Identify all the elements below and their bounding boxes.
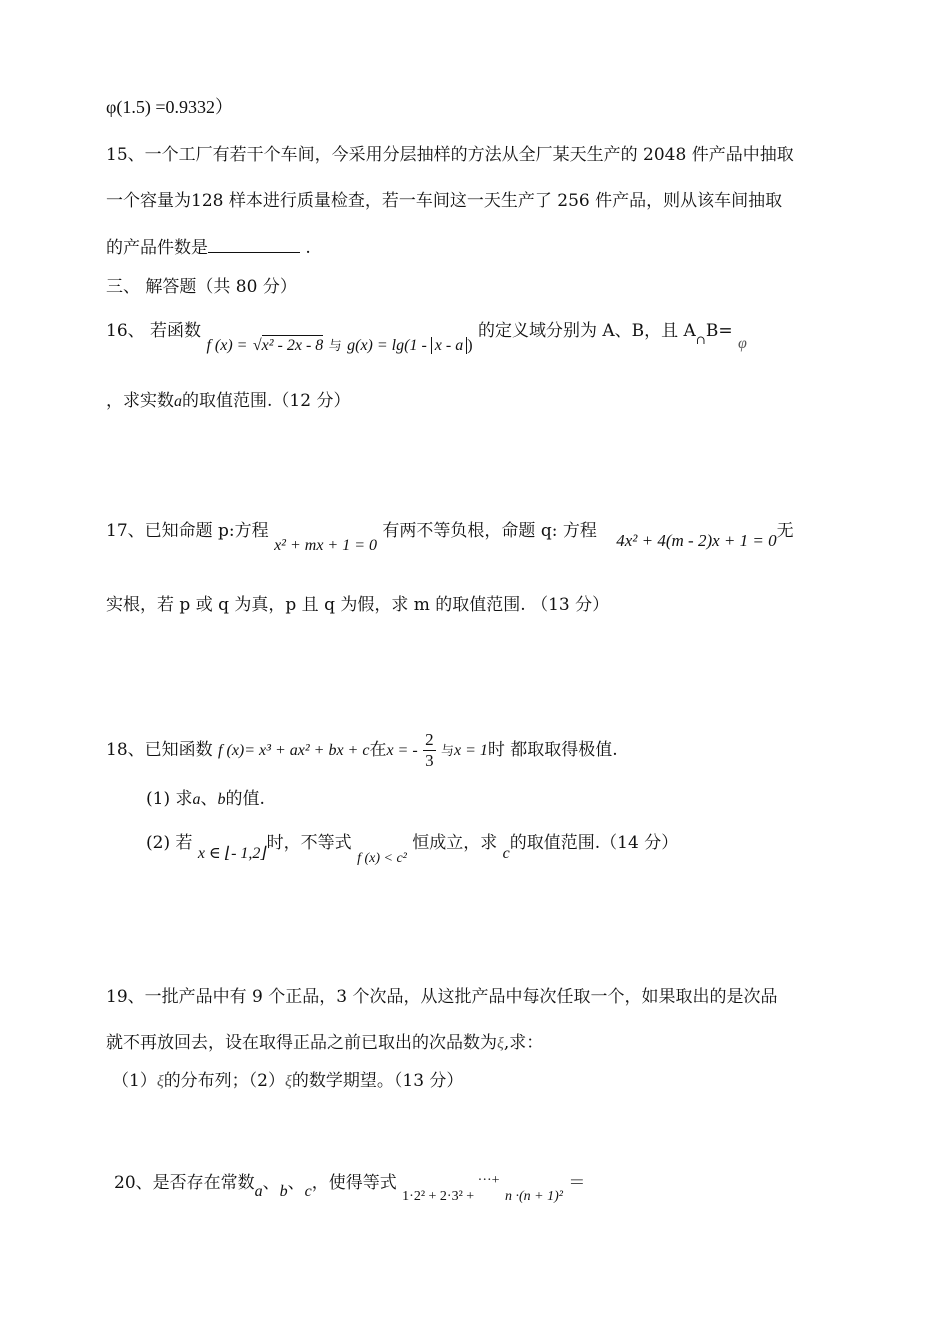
q18-and: 与 [440, 743, 454, 758]
q16-domain-text: 的定义域分别为 A、B，且 A [477, 321, 696, 341]
q18-function: f (x)= x³ + ax² + bx + c [218, 742, 370, 759]
q16-sqrt-body: x² - 2x - 8 [261, 337, 324, 354]
q16-b-eq: B= [705, 321, 733, 341]
q20-sep-1: 、 [262, 1173, 280, 1193]
q16-g-close: ) [467, 337, 473, 354]
q19-line-3 [112, 1070, 463, 1093]
empty-set-symbol: φ [738, 335, 747, 352]
q18-part-2-lead: (2) 若 [146, 833, 193, 853]
q20-sum: 1·2² + 2·3² + [402, 1189, 478, 1204]
q18-line-1 [106, 730, 618, 771]
phi-value-text: φ(1.5) =0.9332） [106, 97, 234, 117]
q18-var-a: a [192, 791, 201, 808]
q18-interval: x ∈ ⌊- 1,2⌋ [197, 845, 267, 862]
section-3-heading [106, 276, 297, 298]
q16-g: g(x) = lg(1 - [347, 337, 431, 354]
q16-line-2 [106, 390, 350, 413]
q19-text-2a: 就不再放回去，设在取得正品之前已取出的次品数为 [106, 1033, 497, 1053]
section-3-title: 三、 解答题（共 80 分） [106, 277, 297, 297]
var-xi: ξ [497, 1035, 504, 1052]
q19-line-2 [106, 1032, 543, 1055]
q18-part-2-mid2: 恒成立，求 [406, 833, 498, 853]
q19-part-2-tail: 的数学期望。（13 分） [291, 1071, 464, 1091]
q17-end: 无 [776, 521, 794, 541]
q15-line-3 [106, 236, 311, 259]
q20-var-a: a [254, 1183, 263, 1200]
q19-text-1: 19、一批产品中有 9 个正品，3 个次品，从这批产品中每次任取一个，如果取出的是次品 [106, 987, 778, 1007]
q17-mid: 有两不等负根，命题 q: 方程 [382, 521, 597, 541]
q16-formula [206, 335, 478, 355]
q15-text-1: 15、一个工厂有若干个车间，今采用分层抽样的方法从全厂某天生产的 2048 件产品中抽取 [106, 145, 794, 165]
q16-and: 与 [328, 338, 342, 353]
q18-part-2-tail: 的取值范围.（14 分） [509, 833, 679, 853]
fraction-denominator: 3 [425, 751, 434, 770]
q18-x2: x = 1 [454, 742, 488, 759]
q18-part-1 [146, 788, 265, 811]
q16-text-2a: ，求实数 [106, 391, 174, 411]
q17-equation-2: 4x² + 4(m - 2)x + 1 = 0 [616, 531, 777, 550]
q20-var-c: c [304, 1183, 312, 1200]
q19-part-1-lead: （1） [112, 1071, 157, 1091]
q17-line-1 [106, 520, 794, 554]
q17-equation-1: x² + mx + 1 = 0 [274, 537, 378, 554]
intersection-symbol: ∩ [695, 333, 706, 347]
q18-at: 在 [369, 740, 387, 760]
fraction-two-thirds [423, 730, 436, 771]
q20-var-b: b [279, 1183, 288, 1200]
q16-abs: x - a [431, 337, 467, 354]
answer-blank [208, 236, 300, 253]
q20-sep-2: 、 [287, 1173, 305, 1193]
q15-line-2 [106, 190, 782, 212]
q17-line-2 [106, 594, 609, 616]
q18-lead: 18、已知函数 [106, 740, 213, 760]
var-xi-1: ξ [156, 1073, 164, 1090]
q18-part-1-lead: (1) 求 [146, 789, 193, 809]
var-xi-2: ξ [285, 1073, 292, 1090]
q17-lead: 17、已知命题 p:方程 [106, 521, 269, 541]
q19-line-1 [106, 986, 777, 1008]
q18-tail: 时 都取取得极值. [487, 740, 618, 760]
q20-last-term: n ·(n + 1)² [504, 1189, 563, 1204]
q20-mid: ，使得等式 [311, 1173, 397, 1193]
q18-inequality: f (x) < c² [357, 851, 407, 866]
phi-value-line [106, 96, 233, 119]
q16-text-2b: 的取值范围.（12 分） [182, 391, 351, 411]
q15-text-2: 一个容量为128 样本进行质量检查，若一车间这一天生产了 256 件产品，则从该车间抽取 [106, 191, 783, 211]
q19-part-1-tail: 的分布列；（2） [163, 1071, 286, 1091]
q15-period: . [300, 238, 311, 258]
q18-part-2-mid: 时，不等式 [266, 833, 352, 853]
q15-line-1 [106, 144, 794, 166]
q20-equals: ＝ [562, 1173, 586, 1193]
q18-var-c: c [502, 845, 510, 862]
q18-var-b: b [217, 791, 226, 808]
q16-line-1 [106, 320, 747, 354]
q15-text-3: 的产品件数是 [106, 238, 208, 258]
q16-f: f (x) = [206, 337, 248, 354]
q18-part-1-tail: 的值. [225, 789, 265, 809]
q19-text-2b: ,求： [503, 1033, 544, 1053]
q17-text-2: 实根，若 p 或 q 为真，p 且 q 为假，求 m 的取值范围. （13 分） [106, 595, 610, 615]
sqrt-symbol: √ [252, 337, 262, 354]
q18-sep: 、 [200, 789, 218, 809]
q20-dots: ···+ [477, 1173, 500, 1188]
var-a: a [174, 393, 182, 410]
fraction-numerator: 2 [425, 730, 434, 749]
q20-lead: 20、是否存在常数 [114, 1173, 255, 1193]
q16-lead: 16、 若函数 [106, 321, 202, 341]
q18-part-2 [146, 832, 679, 866]
q18-x1: x = - [386, 742, 418, 759]
